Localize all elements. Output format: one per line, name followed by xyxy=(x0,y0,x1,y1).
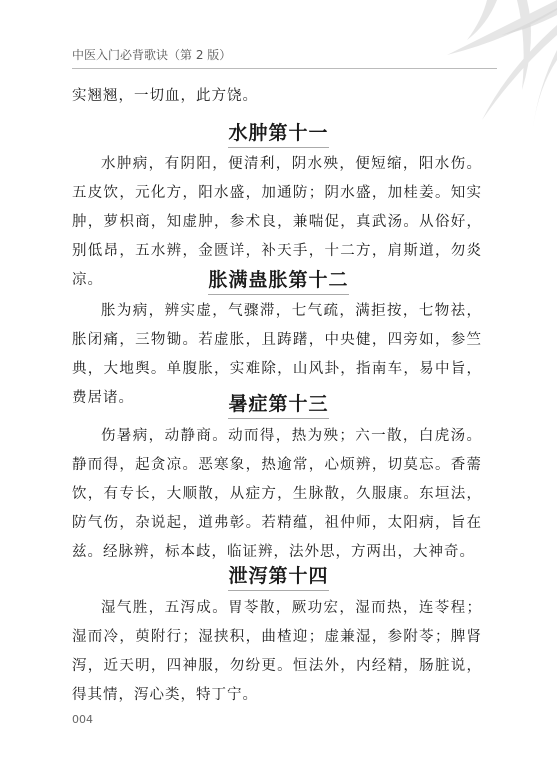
running-header: 中医入门必背歌诀（第 2 版） xyxy=(72,48,232,62)
section-text-edema: 水肿病，有阴阳，便清利，阴水殃，便短缩，阳水伤。五皮饮，元化方，阳水盛，加通防；阴水盛，加桂姜。知实肿，萝枳商，知虚肿，参术良，兼喘促，真武汤。从俗好，别低昂，五水辨，金匮详，补天手，十二方，肩斯道，勿炎凉。 xyxy=(72,156,482,288)
page-number: 004 xyxy=(72,713,93,726)
section-text-distension: 胀为病，辨实虚，气骤滞，七气疏，满拒按，七物祛，胀闭痛，三物锄。若虚胀，且踌躇，中央健，四旁如，参竺典，大地舆。单腹胀，实难除，山风卦，指南车，易中旨，费居诸。 xyxy=(72,303,482,406)
section-text-diarrhea: 湿气胜，五泻成。胃苓散，厥功宏，湿而热，连苓程；湿而冷，萸附行；湿挟积，曲楂迎；虚兼湿，参附苓；脾肾泻，近天明，四神服，勿纷更。恒法外，内经精，肠脏说，得其情，泻心类，特丁宁。 xyxy=(72,600,482,703)
continued-verse-line: 实翘翘，一切血，此方饶。 xyxy=(72,88,258,104)
section-title-distension: 胀满蛊胀第十二 xyxy=(0,265,557,295)
header-divider xyxy=(72,68,497,69)
section-text-summerheat: 伤暑病，动静商。动而得，热为殃；六一散，白虎汤。静而得，起贪凉。恶寒象，热逾常，心烦辨，切莫忘。香薷饮，有专长，大顺散，从症方，生脉散，久服康。东垣法，防气伤，杂说起，道弗彰。若精蕴，祖仲师，太阳病，旨在兹。经脉辨，标本歧，临证辨，法外思，方两出，大神奇。 xyxy=(72,428,482,560)
section-title-edema: 水肿第十一 xyxy=(0,118,557,148)
section-title-summerheat: 暑症第十三 xyxy=(0,389,557,419)
section-title-diarrhea: 泄泻第十四 xyxy=(0,561,557,591)
